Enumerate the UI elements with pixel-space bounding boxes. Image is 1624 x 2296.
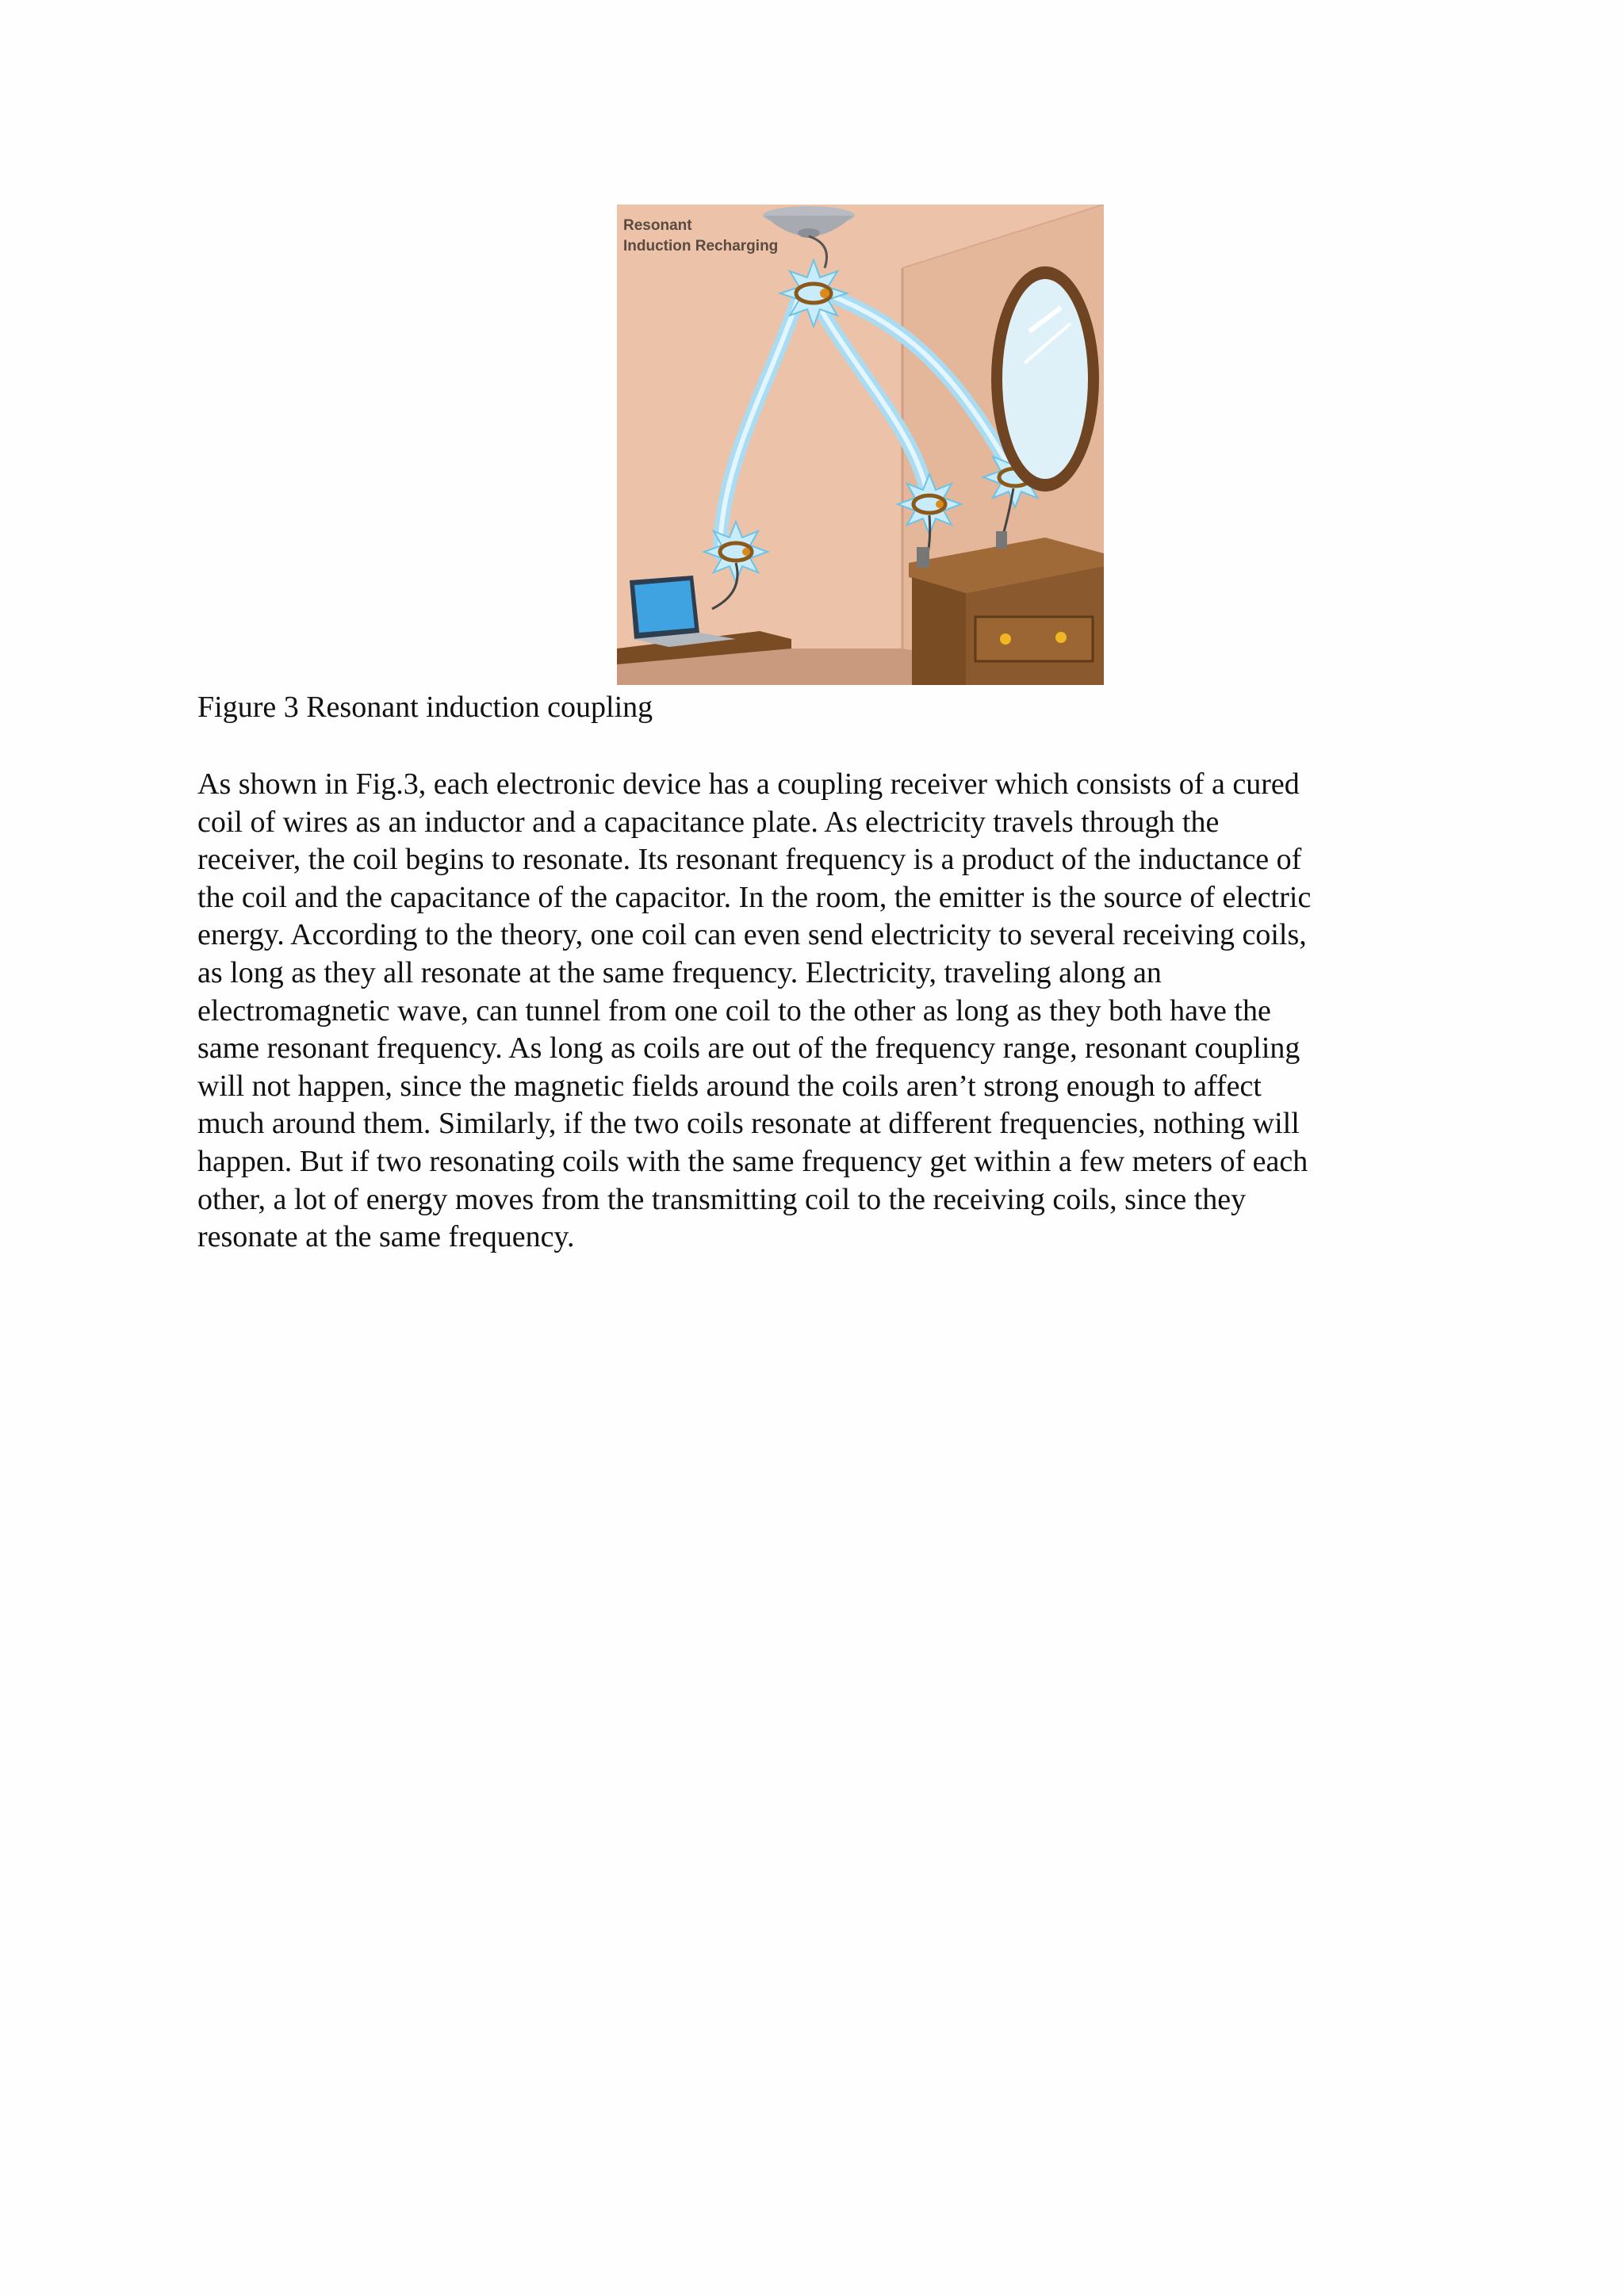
paragraph-line: as long as they all resonate at the same frequency. Electricity, traveling along an: [197, 955, 1162, 989]
image-label-line2: Induction Recharging: [623, 238, 779, 254]
paragraph-line: receiver, the coil begins to resonate. Its resonant frequency is a product of the inductance of: [197, 843, 1302, 877]
paragraph-line: happen. But if two resonating coils with the same frequency get within a few meters of each: [197, 1144, 1308, 1178]
paragraph-line: As shown in Fig.3, each electronic device has a coupling receiver which consists of a cured: [197, 767, 1300, 801]
image-label-line1: Resonant: [623, 217, 692, 234]
paragraph-line: resonate at the same frequency.: [197, 1220, 575, 1254]
resonant-induction-illustration: [617, 205, 1104, 685]
paragraph-line: energy. According to the theory, one coil can even send electricity to several receiving coils,: [197, 918, 1307, 952]
resonant-induction-figure: [617, 205, 1104, 685]
paragraph-line: coil of wires as an inductor and a capacitance plate. As electricity travels through the: [197, 805, 1220, 839]
paragraph-line: same resonant frequency. As long as coils are out of the frequency range, resonant coupling: [197, 1031, 1300, 1066]
paragraph-line: will not happen, since the magnetic fields around the coils aren’t strong enough to affect: [197, 1069, 1262, 1103]
paragraph-line: other, a lot of energy moves from the transmitting coil to the receiving coils, since they: [197, 1182, 1247, 1216]
paragraph-line: much around them. Similarly, if the two coils resonate at different frequencies, nothing will: [197, 1107, 1300, 1141]
body-paragraph: [197, 766, 1419, 1257]
paragraph-line: the coil and the capacitance of the capacitor. In the room, the emitter is the source of electric: [197, 880, 1312, 914]
paragraph-line: electromagnetic wave, can tunnel from one coil to the other as long as they both have the: [197, 993, 1271, 1027]
mirror: [991, 266, 1099, 492]
figure-caption: Figure 3 Resonant induction coupling: [197, 691, 653, 724]
